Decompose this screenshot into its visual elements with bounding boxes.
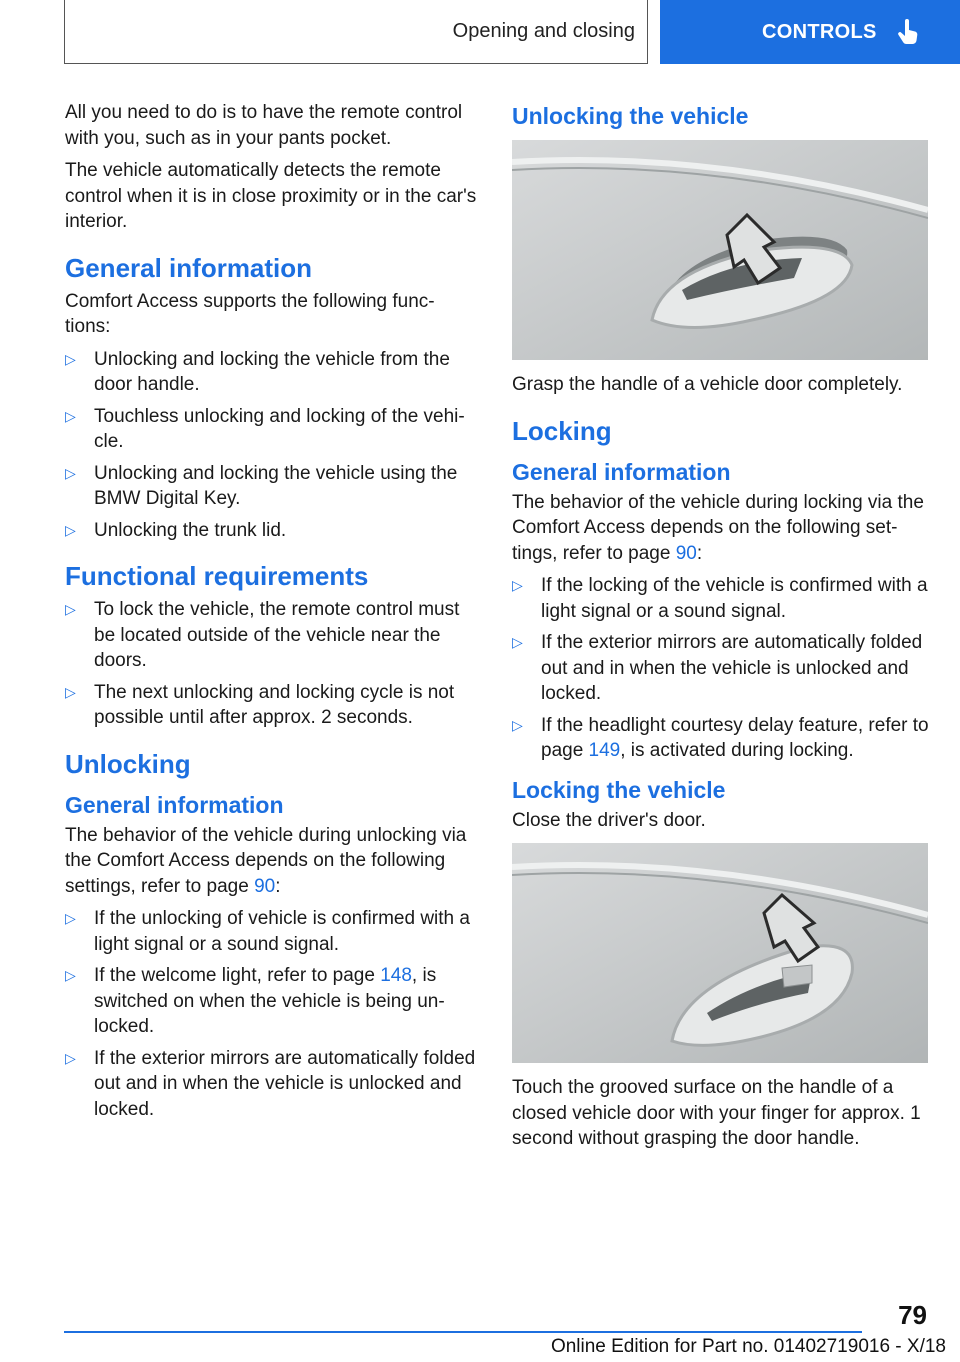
bullet-icon: ▷ xyxy=(65,407,76,424)
footer-divider xyxy=(64,1331,862,1333)
bullet-icon: ▷ xyxy=(65,521,76,538)
list-item: ▷ Touchless unlocking and locking of the vehi-cle. xyxy=(65,405,465,452)
bullet-icon: ▷ xyxy=(65,601,76,617)
general-functions-list xyxy=(65,347,480,544)
list-item: ▷ Unlocking and locking the vehicle from the door handle. xyxy=(65,348,450,395)
functional-requirements-list xyxy=(65,597,480,731)
list-item: ▷ If the exterior mirrors are automatically folded out and in when the vehicle is unlocked and locked. xyxy=(65,1047,476,1120)
unlocking-the-vehicle-heading: Unlocking the vehicle xyxy=(512,103,749,129)
left-column xyxy=(65,100,480,1128)
right-column xyxy=(512,100,930,1159)
unlocking-behavior-text: The behavior of the vehicle during unlocking via the Comfort Access depends on the following settings, refer to page 90: xyxy=(65,824,467,897)
door-handle-touch-illustration xyxy=(512,843,928,1063)
locking-caption: Touch the grooved surface on the handle of a closed vehicle door with your finger for approx. 1 second without grasping the door handle. xyxy=(512,1077,921,1149)
locking-behavior-text: The behavior of the vehicle during locking via the Comfort Access depends on the following set-tings, refer to page 90: xyxy=(512,491,924,564)
bullet-icon: ▷ xyxy=(512,716,523,733)
bullet-icon: ▷ xyxy=(65,967,76,983)
intro-paragraph-2: The vehicle automatically detects the remote control when it is in close proximity or in the car's interior. xyxy=(65,160,477,232)
locking-heading: Locking xyxy=(512,415,612,446)
list-item: ▷ If the welcome light, refer to page 148, is switched on when the vehicle is being un-locked. xyxy=(65,965,445,1037)
locking-the-vehicle-heading: Locking the vehicle xyxy=(512,776,726,803)
unlocking-general-information-heading: General information xyxy=(65,791,284,818)
page-link[interactable]: 149 xyxy=(588,740,621,761)
list-item: ▷ Unlocking the trunk lid. xyxy=(65,518,480,544)
functional-requirements-heading: Functional requirements xyxy=(65,561,369,591)
locking-instruction-text: Close the driver's door. xyxy=(512,809,706,831)
chapter-title: CONTROLS xyxy=(762,20,877,43)
bullet-icon: ▷ xyxy=(65,910,76,926)
list-item: ▷ The next unlocking and locking cycle is not possible until after approx. 2 seconds. xyxy=(65,681,455,728)
intro-paragraph-1: All you need to do is to have the remote control with you, such as in your pants pocket. xyxy=(65,102,463,149)
locking-settings-list xyxy=(512,573,930,764)
edition-footer: Online Edition for Part no. 01402719016 - X/18 xyxy=(550,1336,946,1357)
chapter-tab[interactable] xyxy=(660,0,960,64)
pointing-hand-icon xyxy=(897,19,919,45)
list-item: ▷ If the unlocking of vehicle is confirmed with a light signal or a sound signal. xyxy=(65,908,470,955)
unlocking-heading: Unlocking xyxy=(65,748,191,779)
list-item: ▷ To lock the vehicle, the remote control must be located outside of the vehicle near the doors. xyxy=(65,599,460,671)
list-item: ▷ If the exterior mirrors are automatically folded out and in when the vehicle is unlocked and locked. xyxy=(512,632,923,704)
page-link[interactable]: 148 xyxy=(380,965,412,986)
page-link[interactable]: 90 xyxy=(675,542,697,564)
list-item: ▷ Unlocking and locking the vehicle using the BMW Digital Key. xyxy=(65,462,458,509)
bullet-icon: ▷ xyxy=(512,634,523,650)
list-item: ▷ If the headlight courtesy delay feature, refer to page 149, is activated during locking. xyxy=(512,714,929,761)
general-information-text: Comfort Access supports the following func-tions: xyxy=(65,290,435,337)
list-item: ▷ If the locking of the vehicle is confirmed with a light signal or a sound signal. xyxy=(512,575,928,622)
bullet-icon: ▷ xyxy=(65,683,76,700)
bullet-icon: ▷ xyxy=(65,464,76,481)
page-number: 79 xyxy=(898,1300,927,1330)
header-section-box xyxy=(64,0,648,64)
bullet-icon: ▷ xyxy=(65,1049,76,1066)
bullet-icon: ▷ xyxy=(65,350,76,367)
unlocking-settings-list xyxy=(65,906,480,1122)
section-title: Opening and closing xyxy=(452,20,635,42)
page-link[interactable]: 90 xyxy=(254,875,276,897)
door-handle-grasp-illustration xyxy=(512,140,928,360)
unlocking-caption: Grasp the handle of a vehicle door completely. xyxy=(512,374,903,395)
general-information-heading: General information xyxy=(65,252,313,283)
bullet-icon: ▷ xyxy=(512,577,523,593)
locking-general-information-heading: General information xyxy=(512,458,731,485)
